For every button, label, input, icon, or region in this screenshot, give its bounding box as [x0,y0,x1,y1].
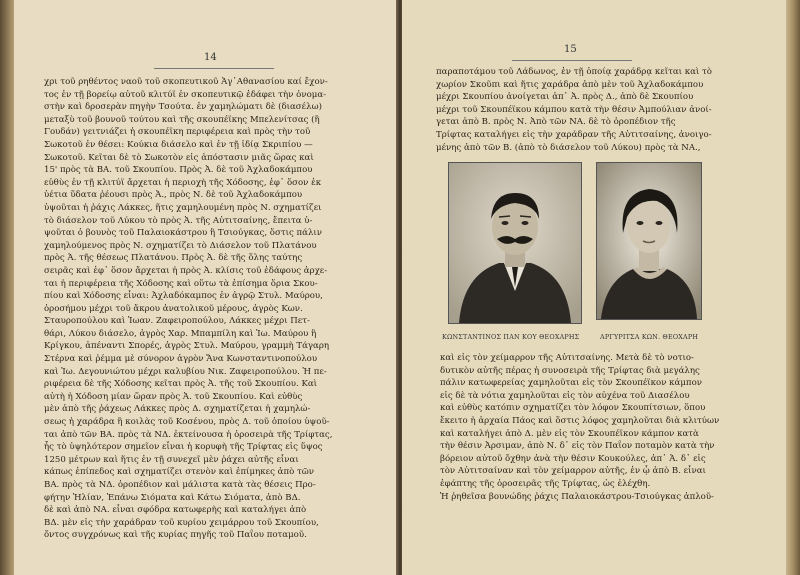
left-page-line: ται ἡ περιφέρεια τῆς Χόδοσης καὶ οὕτω τὰ ἐπίσημα ὅρια Σκου- [44,278,318,289]
right-page-bottom-line: τὸν Αὐτιτσαίναν καὶ τὸν χείμαρρον αὐτῆς, ἐν ᾧ ἀπὸ Β. εἶναι [440,466,706,477]
left-page-line: ὑέτια ὕδατα ῥέουσι πρὸς Ἀ., πρὸς Ν. δὲ τοῦ Ἀχλαδοκάμπου [44,190,303,201]
right-page-top-line: μέχρι τοῦ Σκουπέϊκου κάμπου κατὰ τὴν θέσιν Ἀμπούλιαν ἀνοί- [436,104,712,115]
left-page-line: χαμηλούμενος πρὸς Ν. σχηματίζει τὸ Διάσελον τοῦ Πλατάνου [44,240,317,251]
portrait-photo-man [448,162,582,324]
right-page-bottom-line: καὶ καταλήγει ἀπὸ Δ. μὲν εἰς τὸν Σκουπέϊκον κάμπον κατὰ [440,428,699,439]
right-page-body-bottom [440,352,740,503]
right-page [402,0,786,575]
left-page-line: Στέρνα καὶ ῥέμμα μὲ σύνορον ἀγρὸν Ἄνα Κωνσταντινοπούλου [44,354,318,365]
left-page-line: σεως ἡ χαράδρα ἢ κοιλὰς τοῦ Κοσένου, πρὸς Δ. τοῦ ὁποίου ὑψοῦ- [44,417,330,428]
left-page-line: ὁροσήμου μέχρι τοῦ ἄκρου ἀνατολικοῦ μέρους, ἀγρὸς Κων. [44,303,303,314]
page-number-left: 14 [204,52,217,63]
left-page-line: πρὸς Ἀ. τῆς θέσεως Πλατάνου. Πρὸς Ἀ. δὲ τῆς ὅλης ταύτης [44,253,303,264]
left-page-line: ΒΔ. μὲν εἰς τὴν χαράδραν τοῦ κυρίου χειμάρρου τοῦ Σκουπίου, [44,517,319,528]
left-page-line: τὸ διάσελον τοῦ Λύκου τὸ πρὸς Ἀ. τῆς Αὐτιτσαίνης, ἔπειτα ὑ- [44,215,313,226]
right-page-bottom-line: Ἡ ῥηθεῖσα βουνώδης ῥάχις Παλαιοκάστρου-Τσιούγκας ἀπλοῦ- [440,491,714,502]
right-page-top-line: μένης ἀπὸ τῶν Β. (ἀπὸ τὸ διάσελον τοῦ Λύκου) πρὸς τὰ ΝΑ., [436,142,701,153]
right-page-bottom-line: πάλιν κατωφερείας χαμηλοῦται εἰς τὸν Σκουπέϊκον κάμπον [440,378,702,389]
left-page-line: σειρᾶς καὶ ἐφ᾿ ὅσον ἄρχεται ἡ πρὸς Ἀ. κλίσις τοῦ ἐδάφους ἀρχε- [44,265,328,276]
right-page-bottom-line: τὴν θέσιν Ἀρσιμαν, ἀπὸ Ν. δ᾿ εἰς τὸν Παΐον ποταμὸν κατὰ τὴν [440,441,715,452]
right-page-bottom-line: καὶ εὐθὺς κατόπιν σχηματίζει τὸν λόφον Σκουπίτσιων, ὅπου [440,403,706,414]
right-page-bottom-line: εἰς δὲ τὰ νότια χαμηλοῦται εἰς τὸν αὐχένα τοῦ Διασέλου [440,390,690,401]
left-page-line: 15' πρὸς τὰ ΒΑ. τοῦ Σκουπίου. Πρὸς Ἀ. δὲ τοῦ Ἀχλαδοκάμπου [44,165,313,176]
left-page-line: τος ἐν τῇ βορείῳ αὐτοῦ κλιτύϊ ἐν σκοπευτικῷ ἐδάφει τὴν ὀνομα- [44,89,327,100]
left-page-line: μὲν ἀπὸ τῆς ῥάχεως Λάκκες πρὸς Δ. σχηματίζεται ἡ χαμηλώ- [44,404,311,415]
left-page-line: στὴν καὶ δροσερὰν πηγὴν Τσούτα. ἐν χαμηλώματι δὲ (διασέλω) [44,102,322,113]
left-page-line: μεταξὺ τοῦ βουνοῦ τούτου καὶ τῆς σκουπέϊκης Μπελενίτσας (ἢ [44,114,320,125]
left-page-line: ψοῦται ὁ βουνὸς τοῦ Παλαιοκάστρου ἢ Τσιούγκας, ὅστις πάλιν [44,228,322,239]
left-page-line: αὐτὴ ἡ Χόδοση μίαν ὥραν πρὸς Ἀ. τοῦ Σκουπίου. Καὶ εὐθὺς [44,391,303,402]
left-page-line: φήτην Ἡλίαν, Ἐπάνω Σιόματα καὶ Κάτω Σιόματα, ἀπὸ ΒΔ. [44,492,301,503]
right-page-top-line: γεται ἀπὸ Β. πρὸς Ν. Ἀπὸ τῶν ΝΑ. δὲ τὸ ὀροπέδιον τῆς [436,117,676,128]
left-page-line: ριφέρεια δὲ τῆς Χόδοσης κεῖται πρὸς Ἀ. τῆς τοῦ Σκουπίου. Καὶ [44,379,318,390]
left-page-line: ὑψοῦται ἡ ῥάχις Λάκκες, ἥτις χαμηλουμένη πρὸς Ν. σχηματίζει [44,202,322,213]
right-page-bottom-line: βόρειον αὐτοῦ ὄχθην ἀνὰ τὴν θέσιν Κουκούλες, ἀπ᾿ Ἀ. δ᾿ εἰς [440,453,706,464]
right-page-top-line: μέχρι Σκουπίου ἀνοίγεται ἀπ᾿ Ἀ. πρὸς Δ., ἀπὸ δὲ Σκουπίου [436,92,694,103]
right-page-bottom-line: ἔκειτο ἡ ἀρχαία Πάος καὶ ὅστις λόφος χαμηλοῦται διὰ κλιτύων [440,415,720,426]
left-page-body [44,76,382,542]
left-page-line: εὑθὺς ἐν τῇ κλιτύϊ ἄρχεται ἡ περιοχὴ τῆς Χόδοσης, ἐφ᾿ ὅσον ἐκ [44,177,322,188]
right-page-edge [786,0,800,575]
portrait-photo-woman [596,162,702,320]
left-page-line: Γουδάν) γειτνιάζει ἡ σκουπέϊκη περιφέρεια καὶ πρὸς τὴν τοῦ [44,127,311,138]
right-page-top-line: παραποτάμου τοῦ Λάδωνος, ἐν τῇ ὁποίᾳ χαράδρᾳ κεῖται καὶ τὸ [436,67,712,77]
caption-woman: ΑΡΓΥΡΙΤΣΑ ΚΩΝ. ΘΕΟΧΑΡΗ [600,333,699,341]
left-page-line: κάπως ἐπίπεδος καὶ σχηματίζει στενὸν καὶ ἐπίμηκες ἀπὸ τῶν [44,467,314,478]
left-page-line: Σταυροπούλου καὶ Ἰωαν. Ζαφειροπούλου, Λάκκες μέχρι Πετ- [44,316,310,327]
left-page-line: χρι τοῦ ρηθέντος ναοῦ τοῦ σκοπευτικοῦ Ἀγ᾿Αθανασίου καί ἔχον- [44,77,328,87]
right-page-bottom-line: δυτικὸν αὐτῆς πέρας ἡ συνοσειρὰ τῆς Τρίφτας διὰ μεγάλης [440,365,700,376]
left-page-line: ται ἀπὸ τῶν ΒΑ. πρὸς τὰ ΝΔ. ἐκτείνουσα ἡ ὀροσειρὰ τῆς Τρίφτας, [44,429,333,440]
header-rule-left [154,68,274,69]
left-page-line: θάρι, Λύκου διάσελο, ἀγρὸς Χαρ. Μπαμπίλη καὶ Ἰω. Μαύρου ἢ [44,328,317,339]
page-number-right: 15 [564,44,577,55]
left-page-line: Κρίγκου, ἀπέναντι Σπορές, ἀγρὸς Στυλ. Μαύρου, γραμμὴ Τάγαρη [44,341,330,352]
right-page-bottom-line: καὶ εἰς τὸν χείμαρρον τῆς Αὐτιτσαίνης. Μετὰ δὲ τὸ νοτιο- [440,353,694,363]
left-page-line: Σωκοτοῦ ἐν θέσει: Κούκια διάσελο καὶ ἐν τῇ ἰδίᾳ Σκριπίου — [44,139,313,150]
right-page-bottom-line: ἐφάπτης τῆς ὀροσειρᾶς τῆς Τρίφτας, ὡς ἐλέχθη. [440,478,651,489]
left-page-line: πίου καὶ Χόδοσης εἶναι: Ἀχλαδόκαμπος ἐν ἀγρῷ Στυλ. Μαύρου, [44,291,323,302]
right-page-top-line: χωρίον Σκοῦπι καὶ ἥτις χαράδρα ἀπὸ μὲν τοῦ Ἀχλαδοκάμπου [436,79,704,90]
left-page-edge [0,0,14,575]
left-page-line: ὄντος συγχρόνως καὶ τῆς κυρίας πηγῆς τοῦ Παΐου ποταμοῦ. [44,530,307,541]
left-page [14,0,398,575]
caption-man: ΚΩΝΣΤΑΝΤΙΝΟΣ ΠΑΝ ΚΟΥ ΘΕΟΧΑΡΗΣ [442,333,580,341]
left-page-line: καὶ Ἰω. Δεγουνιώτου μέχρι καλυβίου Νικ. Ζαφειροπούλου. Ἡ πε- [44,366,327,377]
left-page-line: 1250 μέτρων καὶ ἥτις ἐν τῇ συνεχεῖ μὲν ῥάχει αὐτῆς εἶναι [44,454,299,465]
left-page-line: ἧς τὸ ὑψηλότερον σημεῖον εἶναι ἡ κορυφὴ τῆς Τρίφτας εἰς ὕψος [44,442,323,453]
left-page-line: Σωκοτοῦ. Κεῖται δὲ τὸ Σωκοτὸν εἰς ἀπόστασιν μιᾶς ὥρας καὶ [44,152,314,163]
left-page-line: δὲ καὶ ἀπὸ ΝΑ. εἶναι σφόδρα κατωφερὴς καὶ καταλήγει ἀπὸ [44,505,307,516]
left-page-line: ΒΑ. πρὸς τὰ ΝΔ. ὀροπέδιον καὶ μάλιστα κατὰ τὰς θέσεις Προ- [44,480,316,490]
portrait-man-image [449,163,581,323]
portrait-woman-image [597,163,701,319]
right-page-body-top [436,66,736,154]
header-rule-right [512,60,632,61]
right-page-top-line: Τρίφτας καταλήγει εἰς τὴν χαράδραν τῆς Αὐτιτσαίνης, ἀνοιγο- [436,129,712,140]
